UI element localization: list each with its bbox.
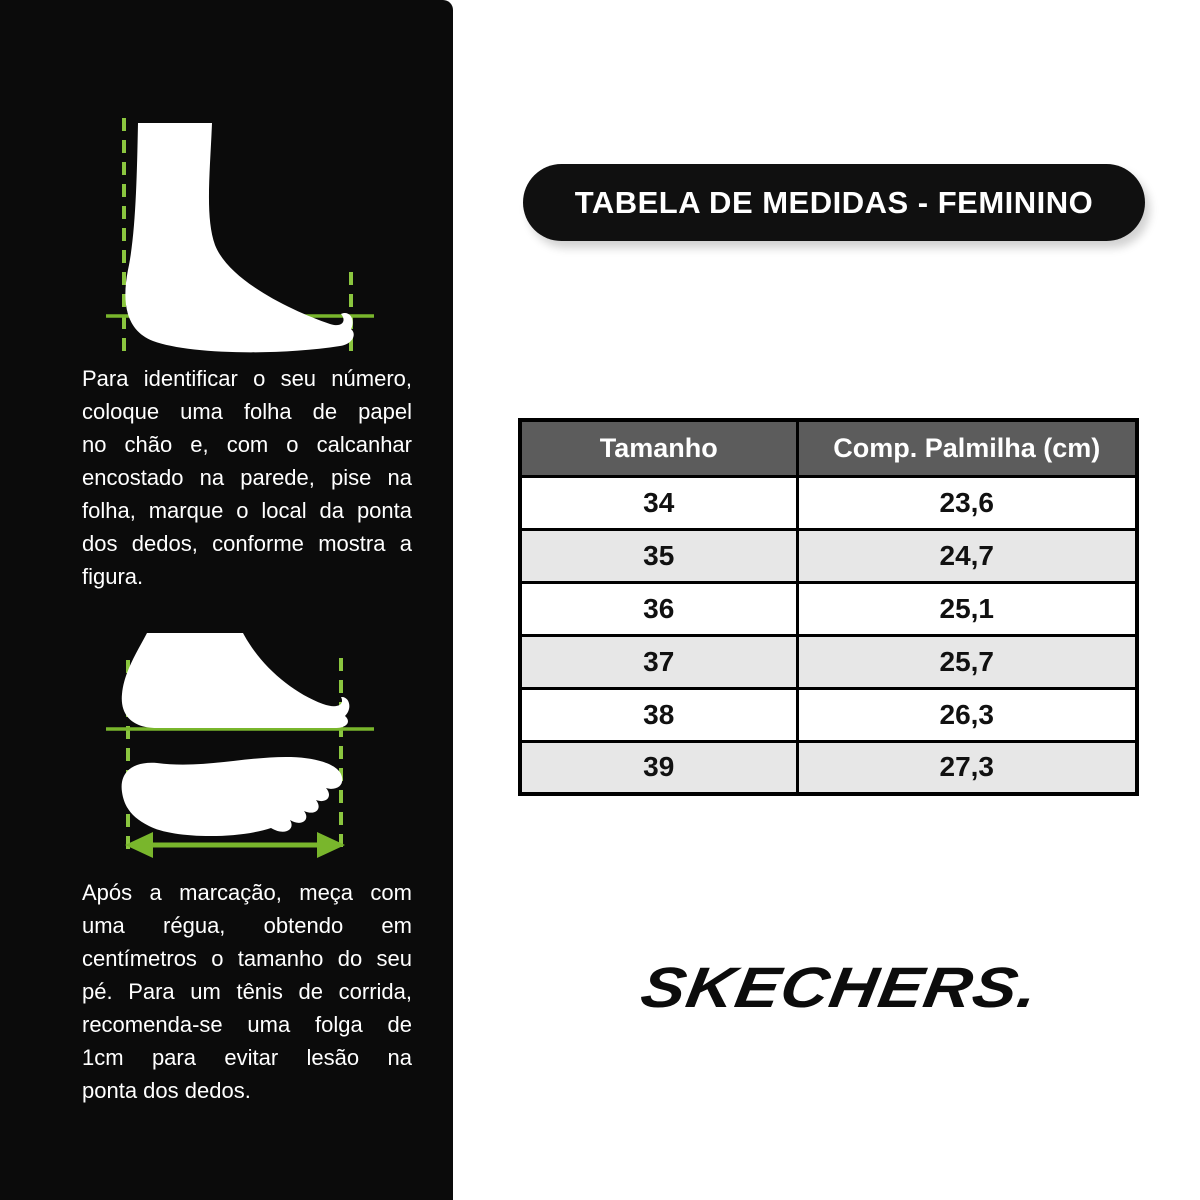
table-row [520,476,1137,529]
foot-side-icon [122,633,350,728]
footprint-icon [122,757,343,836]
foot-length-measure-illustration [95,620,395,870]
size-cell: 38 [520,688,797,741]
table-row [520,582,1137,635]
instruction-line: 1cm para evitar lesão na [82,1045,412,1070]
size-table-header-palmilha: Comp. Palmilha (cm) [797,420,1137,476]
instruction-paragraph-2 [82,876,412,1107]
table-row [520,741,1137,794]
instruction-line: Após a marcação, meça com [82,880,412,905]
instruction-line: figura. [82,564,144,589]
length-cell: 23,6 [797,476,1137,529]
measure-arrow-icon [125,832,345,858]
size-cell: 39 [520,741,797,794]
length-cell: 25,7 [797,635,1137,688]
table-row [520,529,1137,582]
foot-heel-to-wall-illustration [90,95,390,355]
instruction-line: centímetros o tamanho do seu [82,946,412,971]
skechers-logo-text: SKECHERS. [636,956,1044,1020]
instruction-line: coloque uma folha de papel [82,399,412,424]
instruction-paragraph-1 [82,362,412,593]
instruction-line: recomenda-se uma folga de [82,1012,412,1037]
size-table-header-tamanho: Tamanho [520,420,797,476]
size-table-header-row [520,420,1137,476]
table-row [520,688,1137,741]
instruction-line: uma régua, obtendo em [82,913,412,938]
length-cell: 25,1 [797,582,1137,635]
instruction-line: encostado na parede, pise na [82,465,412,490]
length-cell: 24,7 [797,529,1137,582]
table-row [520,635,1137,688]
length-cell: 27,3 [797,741,1137,794]
foot-side-icon [125,123,353,352]
size-cell: 35 [520,529,797,582]
skechers-logo [560,958,1120,1018]
size-chart-title-banner [523,164,1145,241]
size-table [518,418,1139,796]
instruction-line: dos dedos, conforme mostra a [82,531,412,556]
instruction-line: folha, marque o local da ponta [82,498,412,523]
instruction-line: pé. Para um tênis de corrida, [82,979,412,1004]
instructions-panel [0,0,453,1200]
page-title: TABELA DE MEDIDAS - FEMININO [574,184,1094,220]
instruction-line: Para identificar o seu número, [82,366,412,391]
instruction-line: ponta dos dedos. [82,1078,251,1103]
instruction-line: no chão e, com o calcanhar [82,432,412,457]
size-cell: 34 [520,476,797,529]
size-cell: 37 [520,635,797,688]
size-cell: 36 [520,582,797,635]
length-cell: 26,3 [797,688,1137,741]
